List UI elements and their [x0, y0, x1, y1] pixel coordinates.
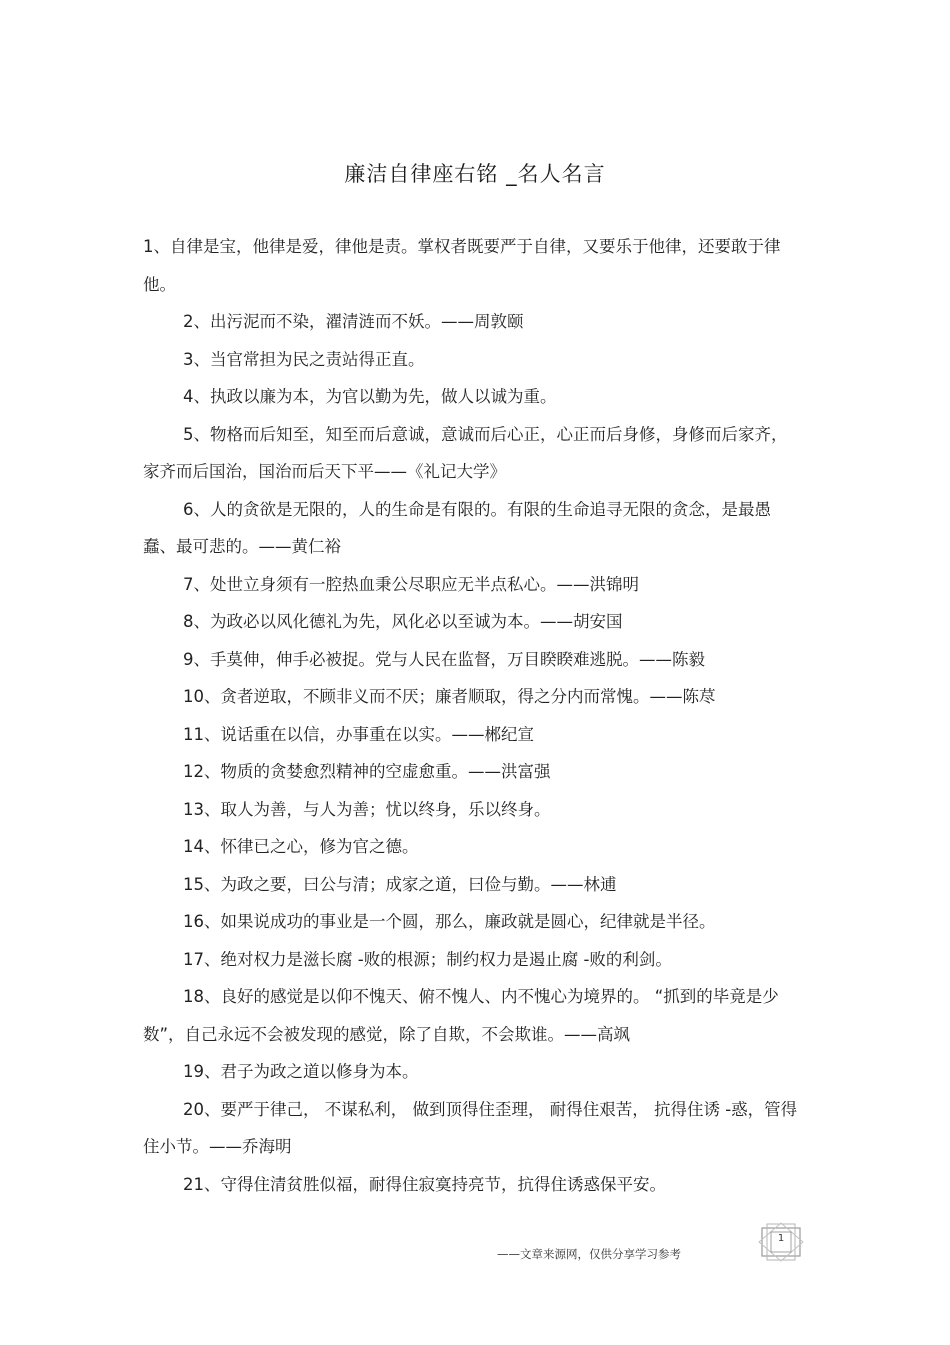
paragraph-13: 13、取人为善，与人为善；忧以终身，乐以终身。: [183, 799, 551, 819]
paragraph-18: 18、良好的感觉是以仰不愧天、俯不愧人、内不愧心为境界的。 “抓到的毕竟是少数”，自己永远不会被发现的感觉，除了自欺，不会欺谁。——高飒: [143, 987, 779, 1044]
paragraph-9: 9、手莫伸，伸手必被捉。党与人民在监督，万目睽睽难逃脱。——陈毅: [183, 649, 705, 669]
paragraph-17: 17、绝对权力是滋长腐 -败的根源；制约权力是遏止腐 -败的利剑。: [183, 949, 672, 969]
paragraph-2: 2、出污泥而不染，濯清涟而不妖。——周敦颐: [183, 312, 524, 331]
paragraph-12: 12、物质的贪婪愈烈精神的空虚愈重。——洪富强: [183, 762, 551, 781]
paragraph-10: 10、贪者逆取，不顾非义而不厌；廉者顺取，得之分内而常愧。——陈荩: [183, 687, 716, 706]
paragraph-20: 20、要严于律己， 不谋私利， 做到顶得住歪理， 耐得住艰苦， 抗得住诱 -惑，管得住小节。——乔海明: [143, 1099, 798, 1156]
paragraph-19: 19、君子为政之道以修身为本。: [183, 1062, 419, 1081]
document-title: 廉洁自律座右铭 _名人名言: [344, 162, 606, 186]
paragraph-3: 3、当官常担为民之责站得正直。: [183, 349, 425, 369]
paragraph-5: 5、物格而后知至，知至而后意诚，意诚而后心正，心正而后身修，身修而后家齐，家齐而后国治，国治而后天下平——《礼记大学》: [143, 424, 788, 481]
paragraph-16: 16、如果说成功的事业是一个圆，那么，廉政就是圆心，纪律就是半径。: [183, 912, 716, 931]
paragraph-1: 1、自律是宝，他律是爱，律他是责。掌权者既要严于自律，又要乐于他律，还要敢于律他。: [143, 237, 781, 294]
paragraph-21: 21、守得住清贫胜似福，耐得住寂寞持亮节，抗得住诱惑保平安。: [183, 1174, 666, 1194]
paragraph-15: 15、为政之要，曰公与清；成家之道，曰俭与勤。——林逋: [183, 874, 617, 894]
paragraph-6: 6、人的贪欲是无限的，人的生命是有限的。有限的生命追寻无限的贪念，是最愚蠢、最可悲的。——黄仁裕: [143, 499, 771, 556]
paragraph-8: 8、为政必以风化德礼为先，风化必以至诚为本。——胡安国: [183, 612, 623, 631]
paragraph-4: 4、执政以廉为本，为官以勤为先，做人以诚为重。: [183, 387, 557, 406]
page-number-badge: [756, 1222, 806, 1262]
footer-note: ——文章来源网，仅供分享学习参考: [497, 1247, 681, 1261]
paragraph-14: 14、怀律已之心，修为官之德。: [183, 837, 419, 856]
paragraph-11: 11、说话重在以信，办事重在以实。——郴纪宣: [183, 724, 534, 744]
page-number: 1: [777, 1233, 785, 1244]
paragraph-7: 7、处世立身须有一腔热血秉公尽职应无半点私心。——洪锦明: [183, 574, 639, 594]
document-body: [143, 228, 803, 1203]
